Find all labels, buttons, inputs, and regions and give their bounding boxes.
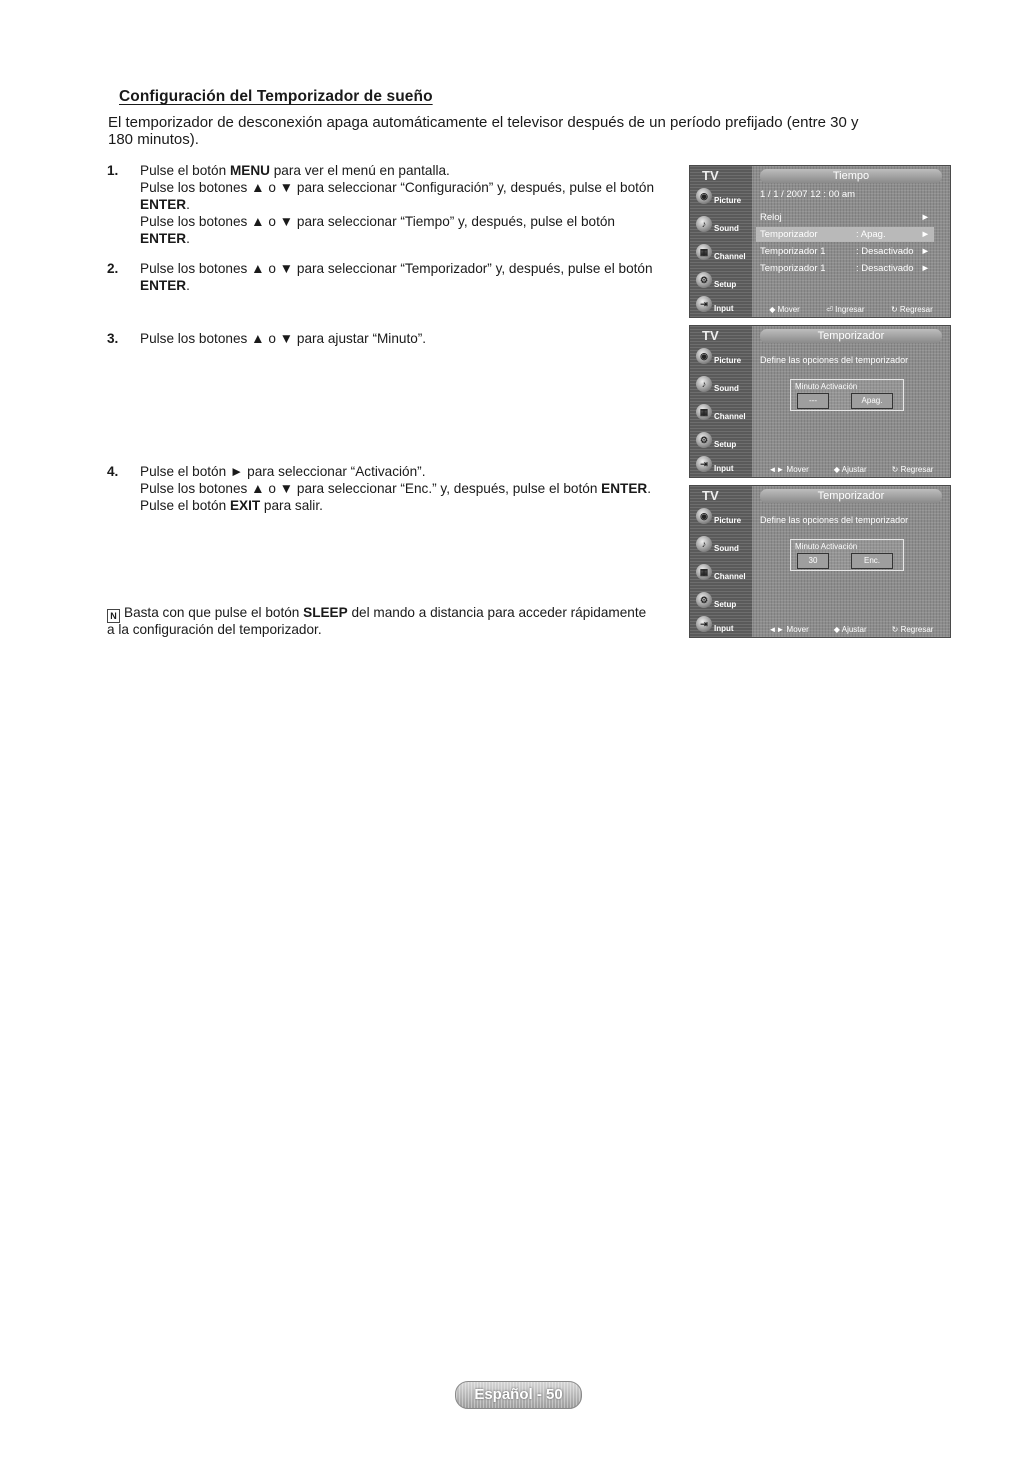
osd-sidebar [690, 486, 752, 637]
note-icon: N [107, 609, 120, 623]
osd-sidebar-item: ♪ Sound [694, 534, 750, 560]
osd-menu-icon: ▦ [696, 404, 712, 420]
osd-menu-icon: ♪ [696, 216, 712, 232]
osd-box-header: Minuto Activación [795, 542, 858, 551]
osd-minute-cell: --- [797, 393, 829, 409]
osd-sidebar-item: ▦ Channel [694, 402, 750, 428]
step-3 [107, 330, 667, 347]
osd-sidebar-item: ♪ Sound [694, 374, 750, 400]
step-number: 1. [107, 163, 119, 178]
note-bold: SLEEP [303, 605, 348, 620]
chevron-right-icon: ► [920, 212, 930, 223]
osd-footer-hint: ↻ Regresar [891, 624, 934, 634]
osd-menu-icon: ⚙ [696, 272, 712, 288]
osd-menu-icon: ▦ [696, 564, 712, 580]
step-4 [107, 463, 667, 514]
osd-sidebar-item: ⚙ Setup [694, 270, 750, 296]
osd-sidebar-item: ◉ Picture [694, 506, 750, 532]
osd-sidebar-item: ⚙ Setup [694, 430, 750, 456]
osd-title: Temporizador [760, 329, 942, 343]
step-1 [107, 162, 667, 247]
osd-menu-icon: ⚙ [696, 432, 712, 448]
osd-desc: Define las opciones del temporizador [760, 515, 909, 525]
osd-menu-icon: ⇥ [696, 296, 712, 312]
osd-title: Temporizador [760, 489, 942, 503]
osd-timer-box [790, 539, 904, 571]
osd-footer-hint: ◆ Ajustar [833, 464, 867, 474]
osd-menu-icon: ⚙ [696, 592, 712, 608]
osd-activation-cell: Apag. [851, 393, 893, 409]
step-line: Pulse los botones ▲ o ▼ para ajustar “Minuto”. [140, 331, 427, 346]
osd-footer-hint: ⏎ Ingresar [826, 304, 865, 314]
osd-temporizador-apag [689, 325, 951, 478]
osd-tiempo [689, 165, 951, 318]
step-line: Pulse el botón EXIT para salir. [140, 498, 323, 513]
osd-sidebar [690, 166, 752, 317]
osd-minute-cell: 30 [797, 553, 829, 569]
osd-menu-icon: ▦ [696, 244, 712, 260]
osd-sidebar-item: ⇥ Input [694, 294, 750, 318]
osd-menu-icon: ◉ [696, 508, 712, 524]
osd-tv-label: TV [702, 168, 719, 183]
chevron-right-icon: ► [920, 263, 930, 274]
osd-clock: 1 / 1 / 2007 12 : 00 am [760, 189, 856, 200]
osd-sidebar-item: ⇥ Input [694, 614, 750, 638]
osd-footer [756, 623, 946, 635]
osd-footer-hint: ◆ Mover [769, 304, 800, 314]
chevron-right-icon: ► [920, 229, 930, 240]
osd-menu-row: Temporizador : Apag. ► [756, 227, 934, 242]
page-footer-badge: Español - 50 [455, 1381, 582, 1409]
osd-sidebar-item: ▦ Channel [694, 242, 750, 268]
osd-footer-hint: ↻ Regresar [890, 304, 933, 314]
osd-temporizador-enc [689, 485, 951, 638]
step-line: Pulse el botón MENU para ver el menú en pantalla. [140, 163, 450, 178]
osd-menu-icon: ◉ [696, 348, 712, 364]
osd-menu-icon: ♪ [696, 376, 712, 392]
osd-menu-icon: ⇥ [696, 456, 712, 472]
osd-menu-icon: ◉ [696, 188, 712, 204]
note-text-2: del mando a distancia para acceder rápidamente a la configuración del temporizador. [107, 605, 647, 637]
osd-sidebar [690, 326, 752, 477]
note [107, 604, 647, 638]
osd-desc: Define las opciones del temporizador [760, 355, 909, 365]
osd-menu-row: Temporizador 1 : Desactivado ► [760, 246, 930, 257]
osd-menu-icon: ♪ [696, 536, 712, 552]
osd-title: Tiempo [760, 169, 942, 183]
note-text-1: Basta con que pulse el botón [124, 605, 304, 620]
osd-footer-hint: ◆ Ajustar [833, 624, 867, 634]
osd-activation-cell: Enc. [851, 553, 893, 569]
osd-box-header: Minuto Activación [795, 382, 858, 391]
step-number: 2. [107, 261, 119, 276]
osd-menu-row: Temporizador 1 : Desactivado ► [760, 263, 930, 274]
osd-footer-hint: ◄► Mover [768, 624, 809, 634]
step-line: Pulse los botones ▲ o ▼ para seleccionar “Configuración” y, después, pulse el botón ENTER. [140, 180, 655, 212]
step-line: Pulse el botón ► para seleccionar “Activación”. [140, 464, 426, 479]
osd-menu-row: Reloj ► [760, 212, 930, 223]
section-title: Configuración del Temporizador de sueño [119, 88, 433, 105]
osd-footer-hint: ↻ Regresar [891, 464, 934, 474]
step-line: Pulse los botones ▲ o ▼ para seleccionar “Temporizador” y, después, pulse el botón ENTER. [140, 261, 653, 293]
osd-sidebar-item: ▦ Channel [694, 562, 750, 588]
osd-footer [756, 303, 946, 315]
chevron-right-icon: ► [920, 246, 930, 257]
osd-footer-hint: ◄► Mover [768, 464, 809, 474]
osd-sidebar-item: ◉ Picture [694, 346, 750, 372]
osd-menu-icon: ⇥ [696, 616, 712, 632]
step-number: 3. [107, 331, 119, 346]
osd-tv-label: TV [702, 488, 719, 503]
step-line: Pulse los botones ▲ o ▼ para seleccionar “Tiempo” y, después, pulse el botón ENTER. [140, 214, 615, 246]
osd-sidebar-item: ◉ Picture [694, 186, 750, 212]
osd-timer-box [790, 379, 904, 411]
step-2 [107, 260, 667, 294]
step-line: Pulse los botones ▲ o ▼ para seleccionar “Enc.” y, después, pulse el botón ENTER. [140, 481, 652, 496]
intro-text: El temporizador de desconexión apaga automáticamente el televisor después de un período prefijado (entre 30 y 180 minutos). [108, 114, 859, 148]
osd-sidebar-item: ♪ Sound [694, 214, 750, 240]
osd-tv-label: TV [702, 328, 719, 343]
osd-sidebar-item: ⇥ Input [694, 454, 750, 478]
step-number: 4. [107, 464, 119, 479]
osd-footer [756, 463, 946, 475]
osd-sidebar-item: ⚙ Setup [694, 590, 750, 616]
